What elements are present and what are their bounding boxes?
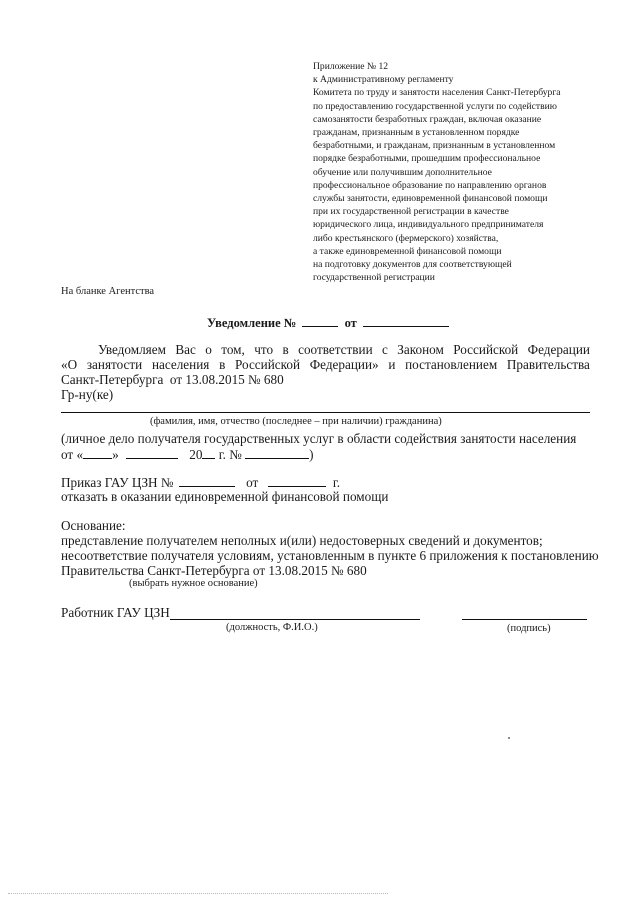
word: Федерации bbox=[527, 342, 590, 357]
appendix-line: к Административному регламенту bbox=[313, 74, 454, 86]
day-field[interactable] bbox=[83, 446, 112, 459]
date-quote: » bbox=[112, 447, 119, 462]
basis-reason-1: представление получателем неполных и(или) недостоверных сведений и документов; bbox=[61, 533, 543, 548]
order-label: Приказ ГАУ ЦЗН № bbox=[61, 475, 174, 490]
notice-line-1 bbox=[98, 342, 590, 358]
citizen-label: Гр-ну(ке) bbox=[61, 387, 114, 402]
notice-line-3: Санкт-Петербурга от 13.08.2015 № 680 bbox=[61, 372, 284, 387]
basis-reason-2b: Правительства Санкт-Петербурга от 13.08.2015 № 680 bbox=[61, 563, 367, 578]
scan-edge bbox=[8, 893, 388, 894]
basis-heading: Основание: bbox=[61, 518, 126, 533]
word: том, bbox=[221, 342, 245, 357]
appendix-line: государственной регистрации bbox=[313, 272, 435, 284]
appendix-line: юридического лица, индивидуального предпринимателя bbox=[313, 219, 544, 231]
position-caption: (должность, Ф.И.О.) bbox=[226, 622, 318, 633]
position-fio-field[interactable] bbox=[170, 619, 420, 620]
notice-title-from: от bbox=[344, 316, 357, 330]
month-field[interactable] bbox=[126, 446, 178, 459]
word: Российской bbox=[453, 342, 519, 357]
appendix-line: а также единовременной финансовой помощи bbox=[313, 245, 502, 257]
word: Федерации» bbox=[309, 357, 379, 372]
notice-line-2 bbox=[61, 357, 590, 373]
letterhead-note: На бланке Агентства bbox=[61, 286, 155, 297]
word: в bbox=[219, 357, 226, 372]
scan-speck bbox=[508, 737, 510, 739]
worker-label: Работник ГАУ ЦЗН bbox=[61, 605, 170, 620]
appendix-line: при их государственной регистрации в качестве bbox=[313, 206, 509, 218]
appendix-line: самозанятости безработных граждан, включая оказание bbox=[313, 113, 542, 125]
appendix-block bbox=[313, 60, 561, 284]
basis-choose-note: (выбрать нужное основание) bbox=[129, 578, 258, 589]
close-paren: ) bbox=[309, 447, 314, 462]
year-suffix: г. № bbox=[218, 447, 242, 462]
fio-caption: (фамилия, имя, отчество (последнее – при наличии) гражданина) bbox=[150, 416, 442, 427]
word: «О bbox=[61, 357, 78, 372]
date-prefix: от « bbox=[61, 447, 84, 462]
order-year: г. bbox=[332, 475, 341, 490]
appendix-line: Комитета по труду и занятости населения Санкт-Петербурга bbox=[313, 87, 561, 99]
appendix-line: службы занятости, единовременной финансовой помощи bbox=[313, 193, 548, 205]
appendix-line: порядке безработными, прошедшим профессиональное bbox=[313, 153, 541, 165]
word: занятости bbox=[86, 357, 143, 372]
word: в bbox=[282, 342, 289, 357]
word: что bbox=[254, 342, 274, 357]
word: Вас bbox=[175, 342, 196, 357]
appendix-line: либо крестьянского (фермерского) хозяйства, bbox=[313, 232, 499, 244]
year-field[interactable] bbox=[202, 446, 215, 459]
notice-date-field[interactable] bbox=[363, 314, 449, 327]
word: Уведомляем bbox=[98, 342, 166, 357]
notice-title-label: Уведомление № bbox=[207, 316, 297, 330]
order-number-field[interactable] bbox=[179, 474, 235, 487]
signature-field[interactable] bbox=[462, 619, 587, 620]
appendix-line: на подготовку документов для соответствующей bbox=[313, 259, 512, 271]
appendix-line: обучение или получившим дополнительное bbox=[313, 166, 492, 178]
appendix-line: профессиональное образование по направлению органов bbox=[313, 179, 547, 191]
basis-reason-2: несоответствие получателя условиям, установленным в пункте 6 приложения к постановлению bbox=[61, 548, 599, 563]
word: о bbox=[205, 342, 212, 357]
personal-file-date-line bbox=[61, 446, 314, 463]
refuse-line: отказать в оказании единовременной финансовой помощи bbox=[61, 489, 389, 504]
word: Российской bbox=[235, 357, 301, 372]
word: постановлением bbox=[405, 357, 498, 372]
appendix-line: безработными, и гражданам, признанным в установленном bbox=[313, 140, 556, 152]
file-number-field[interactable] bbox=[245, 446, 309, 459]
appendix-line: гражданам, признанным в установленном порядке bbox=[313, 127, 520, 139]
order-date-field[interactable] bbox=[268, 474, 326, 487]
sign-caption: (подпись) bbox=[507, 623, 551, 634]
word: и bbox=[388, 357, 396, 372]
notice-number-field[interactable] bbox=[302, 314, 338, 327]
word: соответствии bbox=[298, 342, 373, 357]
notice-title bbox=[207, 314, 449, 331]
appendix-line: Приложение № 12 bbox=[313, 61, 389, 72]
word: с bbox=[382, 342, 388, 357]
citizen-name-field[interactable] bbox=[61, 412, 590, 413]
personal-file-line: (личное дело получателя государственных услуг в области содействия занятости населения bbox=[61, 431, 577, 446]
year-prefix: 20 bbox=[189, 447, 203, 462]
word: Законом bbox=[397, 342, 444, 357]
word: населения bbox=[151, 357, 210, 372]
order-from: от bbox=[246, 475, 259, 490]
word: Правительства bbox=[506, 357, 590, 372]
appendix-line: по предоставлению государственной услуги по содействию bbox=[313, 100, 557, 112]
